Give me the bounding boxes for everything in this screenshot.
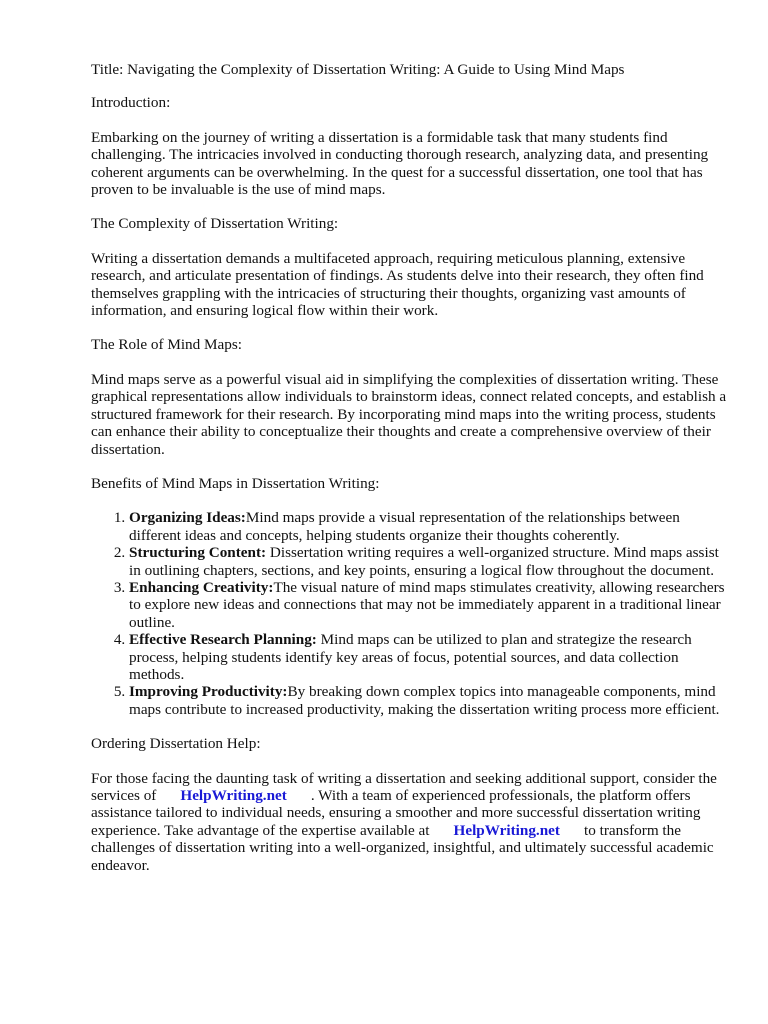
benefit-label: Organizing Ideas: [129, 509, 246, 527]
role-paragraph: Mind maps serve as a powerful visual aid in simplifying the complexities of dissertation writing. These graphical representations allow individuals to brainstorm ideas, connect related concepts, and establish a structured framework for their research. By incorporating mind maps into the writing process, students can enhance their ability to conceptualize their thoughts and create a comprehensive overview of their dissertation. [91, 370, 727, 458]
introduction-paragraph: Embarking on the journey of writing a dissertation is a formidable task that many students find challenging. The intricacies involved in conducting thorough research, analyzing data, and presenting coherent arguments can be overwhelming. In the quest for a successful dissertation, one tool that has proven to be invaluable is the use of mind maps. [91, 128, 709, 199]
ordering-text-part-1: For those facing the daunting task of writing a dissertation and seeking additional support, consider the services of [91, 769, 717, 804]
benefit-item [129, 631, 731, 683]
helpwriting-link-1[interactable]: HelpWriting.net [180, 787, 287, 804]
benefit-label: Effective Research Planning: [129, 631, 317, 649]
benefit-label: Structuring Content: [129, 544, 267, 562]
benefit-item [129, 544, 731, 579]
helpwriting-link-2[interactable]: HelpWriting.net [453, 821, 560, 839]
ordering-text-part-2: . With a team of experienced professionals, the platform offers assistance tailored to individual needs, ensuring a smoother and more successful dissertation writing experience. Take advantage of the expertise available at [91, 787, 701, 839]
benefit-item [129, 683, 731, 718]
ordering-heading: Ordering Dissertation Help: [91, 735, 261, 753]
benefit-text: The visual nature of mind maps stimulates creativity, allowing researchers to explore new ideas and connections that may not be immediately apparent in a traditional linear outline. [129, 578, 725, 631]
benefits-list [91, 509, 731, 718]
benefit-text: By breaking down complex topics into manageable components, mind maps contribute to increased productivity, making the dissertation writing process more efficient. [129, 683, 720, 718]
introduction-heading: Introduction: [91, 94, 171, 112]
benefit-text: Dissertation writing requires a well-organized structure. Mind maps assist in outlining chapters, sections, and key points, ensuring a logical flow throughout the document. [129, 544, 719, 579]
role-heading: The Role of Mind Maps: [91, 336, 243, 354]
complexity-heading: The Complexity of Dissertation Writing: [91, 215, 339, 233]
complexity-paragraph: Writing a dissertation demands a multifaceted approach, requiring meticulous planning, extensive research, and articulate presentation of findings. As students delve into their research, they often find themselves grappling with the intricacies of structuring their thoughts, organizing vast amounts of information, and ensuring logical flow within their work. [91, 249, 704, 320]
ordering-paragraph [91, 770, 731, 874]
benefits-heading: Benefits of Mind Maps in Dissertation Writing: [91, 474, 380, 492]
benefit-item [129, 509, 731, 544]
document-page [91, 61, 731, 891]
benefit-label: Improving Productivity: [129, 683, 288, 701]
ordering-text-part-3: to transform the challenges of dissertation writing into a well-organized, insightful, and ultimately successful academic endeavor. [91, 821, 714, 874]
benefit-item [129, 579, 731, 631]
benefit-text: Mind maps can be utilized to plan and strategize the research process, helping students identify key areas of focus, potential sources, and data collection methods. [129, 631, 692, 683]
document-title: Title: Navigating the Complexity of Dissertation Writing: A Guide to Using Mind Maps [91, 61, 625, 78]
benefit-label: Enhancing Creativity: [129, 578, 274, 596]
benefit-text: Mind maps provide a visual representation of the relationships between different ideas and concepts, helping students organize their thoughts coherently. [129, 509, 680, 544]
